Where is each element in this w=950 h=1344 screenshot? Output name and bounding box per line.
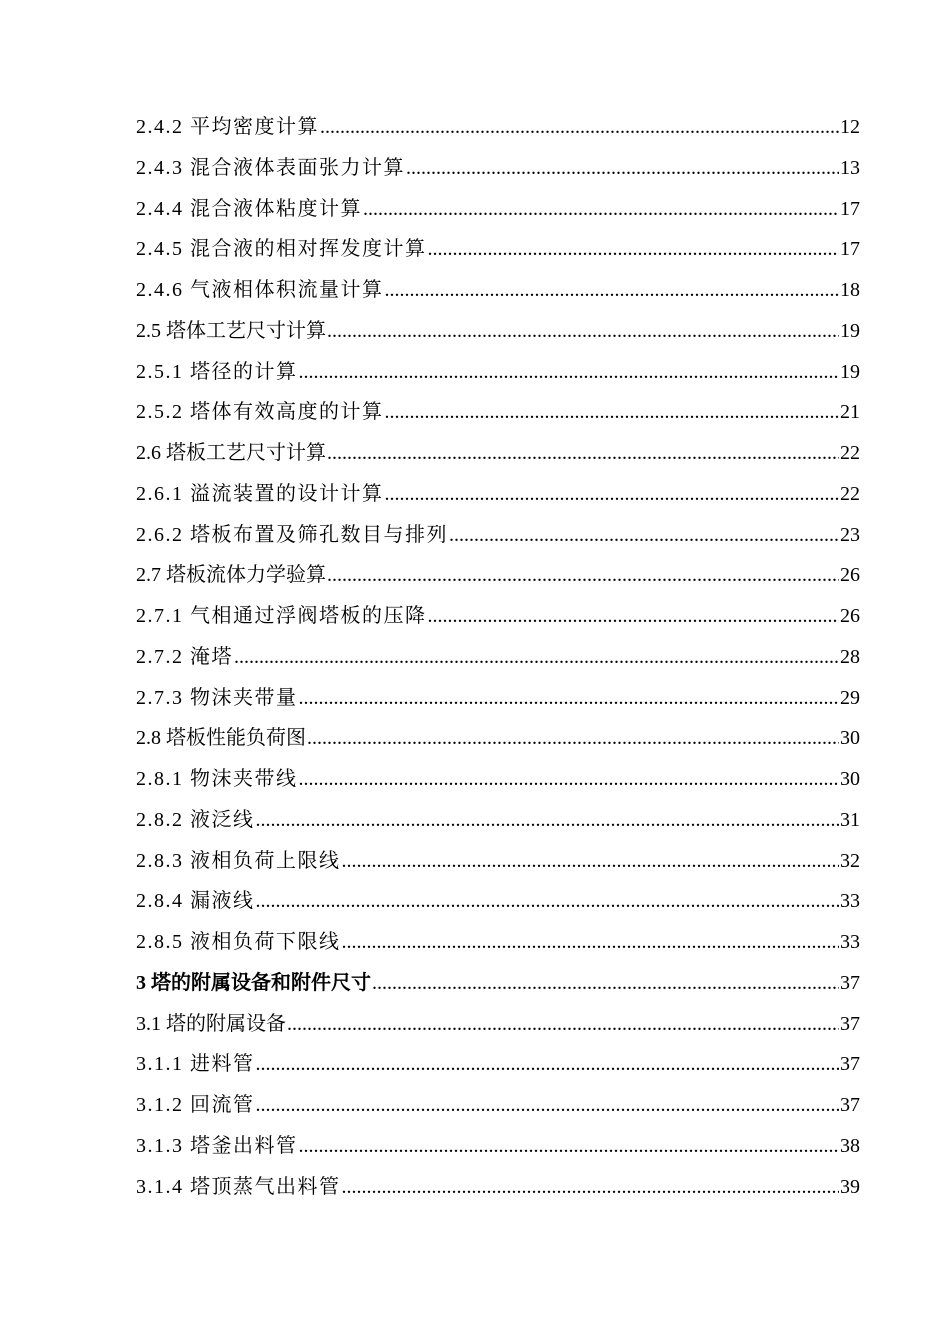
toc-entry-page-number: 23: [840, 523, 860, 546]
toc-dot-leader: [342, 1167, 840, 1208]
toc-entry-title: 3.1.3 塔釜出料管: [136, 1134, 298, 1157]
toc-entry-title: 2.4.6 气液相体积流量计算: [136, 279, 384, 301]
toc-entry-page-number: 33: [840, 890, 860, 913]
toc-entry-page-number: 37: [840, 1012, 860, 1035]
toc-entry[interactable]: [136, 311, 860, 352]
toc-entry-page-number: 21: [840, 401, 860, 424]
toc-entry[interactable]: [136, 474, 860, 515]
toc-dot-leader: [428, 596, 840, 637]
toc-entry[interactable]: [136, 718, 860, 759]
toc-entry-page-number: 17: [840, 238, 860, 261]
toc-entry-title: 2.5.2 塔体有效高度的计算: [136, 401, 384, 424]
toc-entry-page-number: 28: [840, 645, 860, 668]
toc-entry-title: 2.8 塔板性能负荷图: [136, 727, 306, 750]
toc-entry[interactable]: [136, 841, 860, 882]
toc-dot-leader: [299, 352, 840, 393]
toc-dot-leader: [385, 392, 840, 433]
toc-entry[interactable]: [136, 1085, 860, 1126]
toc-entry-title: 2.7.3 物沫夹带量: [136, 686, 298, 709]
toc-entry[interactable]: [136, 922, 860, 963]
toc-dot-leader: [385, 270, 840, 311]
toc-entry[interactable]: [136, 1044, 860, 1085]
toc-dot-leader: [385, 474, 840, 515]
toc-entry-page-number: 17: [840, 197, 860, 220]
toc-dot-leader: [320, 107, 839, 148]
toc-entry-page-number: 30: [840, 727, 860, 750]
toc-entry-title: 2.4.5 混合液的相对挥发度计算: [136, 238, 427, 261]
toc-entry-page-number: 26: [840, 605, 860, 627]
toc-entry[interactable]: [136, 229, 860, 270]
toc-entry[interactable]: [136, 433, 860, 474]
toc-entry-page-number: 19: [840, 360, 860, 383]
toc-entry-title: 3 塔的附属设备和附件尺寸: [136, 971, 371, 994]
toc-entry[interactable]: [136, 800, 860, 841]
toc-entry-title: 2.6 塔板工艺尺寸计算: [136, 442, 326, 464]
toc-entry-title: 2.7 塔板流体力学验算: [136, 564, 326, 587]
toc-entry-page-number: 37: [840, 1053, 860, 1076]
toc-entry-title: 2.7.2 淹塔: [136, 645, 233, 668]
toc-entry[interactable]: [136, 1126, 860, 1167]
toc-dot-leader: [428, 229, 840, 270]
toc-dot-leader: [342, 841, 840, 882]
toc-entry-page-number: 38: [840, 1134, 860, 1157]
toc-entry[interactable]: [136, 270, 860, 311]
toc-entry[interactable]: [136, 148, 860, 189]
toc-entry-title: 3.1.2 回流管: [136, 1094, 255, 1116]
toc-entry[interactable]: [136, 555, 860, 596]
toc-entry-title: 2.4.3 混合液体表面张力计算: [136, 156, 405, 179]
toc-entry-page-number: 26: [840, 564, 860, 587]
toc-entry-page-number: 18: [840, 279, 860, 301]
toc-entry-title: 2.8.5 液相负荷下限线: [136, 931, 341, 953]
toc-entry[interactable]: [136, 1167, 860, 1208]
toc-entry-title: 2.8.3 液相负荷上限线: [136, 849, 341, 872]
toc-entry-page-number: 32: [840, 849, 860, 872]
toc-entry-title: 2.6.2 塔板布置及筛孔数目与排列: [136, 523, 448, 546]
toc-entry-page-number: 13: [840, 156, 860, 179]
toc-entry[interactable]: [136, 596, 860, 637]
toc-entry[interactable]: [136, 881, 860, 922]
toc-dot-leader: [327, 433, 839, 474]
toc-entry-title: 2.4.4 混合液体粘度计算: [136, 197, 362, 220]
toc-entry-page-number: 37: [840, 971, 860, 994]
toc-dot-leader: [406, 148, 839, 189]
toc-entry[interactable]: [136, 515, 860, 556]
toc-entry-page-number: 37: [840, 1094, 860, 1116]
toc-dot-leader: [342, 922, 840, 963]
toc-entry-title: 2.7.1 气相通过浮阀塔板的压降: [136, 605, 427, 627]
toc-entry-title: 2.6.1 溢流装置的设计计算: [136, 482, 384, 505]
toc-dot-leader: [299, 759, 840, 800]
toc-entry[interactable]: [136, 1004, 860, 1045]
toc-entry[interactable]: [136, 392, 860, 433]
toc-entry-title: 2.8.2 液泛线: [136, 808, 255, 831]
toc-entry[interactable]: [136, 352, 860, 393]
toc-dot-leader: [363, 189, 839, 230]
toc-entry-title: 2.4.2 平均密度计算: [136, 116, 319, 138]
toc-dot-leader: [287, 1004, 839, 1045]
toc-dot-leader: [299, 678, 840, 719]
toc-entry-page-number: 39: [840, 1175, 860, 1198]
toc-entry-page-number: 33: [840, 931, 860, 953]
toc-dot-leader: [256, 1044, 840, 1085]
toc-entry-page-number: 12: [840, 116, 860, 138]
toc-dot-leader: [299, 1126, 840, 1167]
table-of-contents: [136, 107, 860, 1207]
toc-entry[interactable]: [136, 759, 860, 800]
toc-entry-page-number: 19: [840, 319, 860, 342]
toc-entry-title: 2.5.1 塔径的计算: [136, 360, 298, 383]
toc-dot-leader: [256, 881, 840, 922]
toc-dot-leader: [307, 718, 839, 759]
toc-dot-leader: [327, 555, 839, 596]
toc-entry[interactable]: [136, 189, 860, 230]
toc-entry-title: 2.5 塔体工艺尺寸计算: [136, 319, 326, 342]
toc-entry[interactable]: [136, 678, 860, 719]
toc-entry-title: 2.8.4 漏液线: [136, 890, 255, 913]
toc-entry-page-number: 22: [840, 482, 860, 505]
toc-entry-title: 3.1.4 塔顶蒸气出料管: [136, 1175, 341, 1198]
toc-dot-leader: [327, 311, 839, 352]
toc-dot-leader: [234, 637, 839, 678]
toc-dot-leader: [449, 515, 839, 556]
toc-dot-leader: [256, 800, 840, 841]
toc-entry[interactable]: [136, 963, 860, 1004]
toc-entry-page-number: 31: [840, 808, 860, 831]
toc-dot-leader: [256, 1085, 840, 1126]
toc-entry[interactable]: [136, 107, 860, 148]
toc-entry[interactable]: [136, 637, 860, 678]
toc-entry-title: 3.1.1 进料管: [136, 1053, 255, 1076]
toc-entry-page-number: 22: [840, 442, 860, 464]
toc-entry-title: 2.8.1 物沫夹带线: [136, 768, 298, 790]
toc-entry-page-number: 30: [840, 768, 860, 790]
toc-entry-title: 3.1 塔的附属设备: [136, 1012, 286, 1035]
toc-entry-page-number: 29: [840, 686, 860, 709]
toc-dot-leader: [372, 963, 839, 1004]
